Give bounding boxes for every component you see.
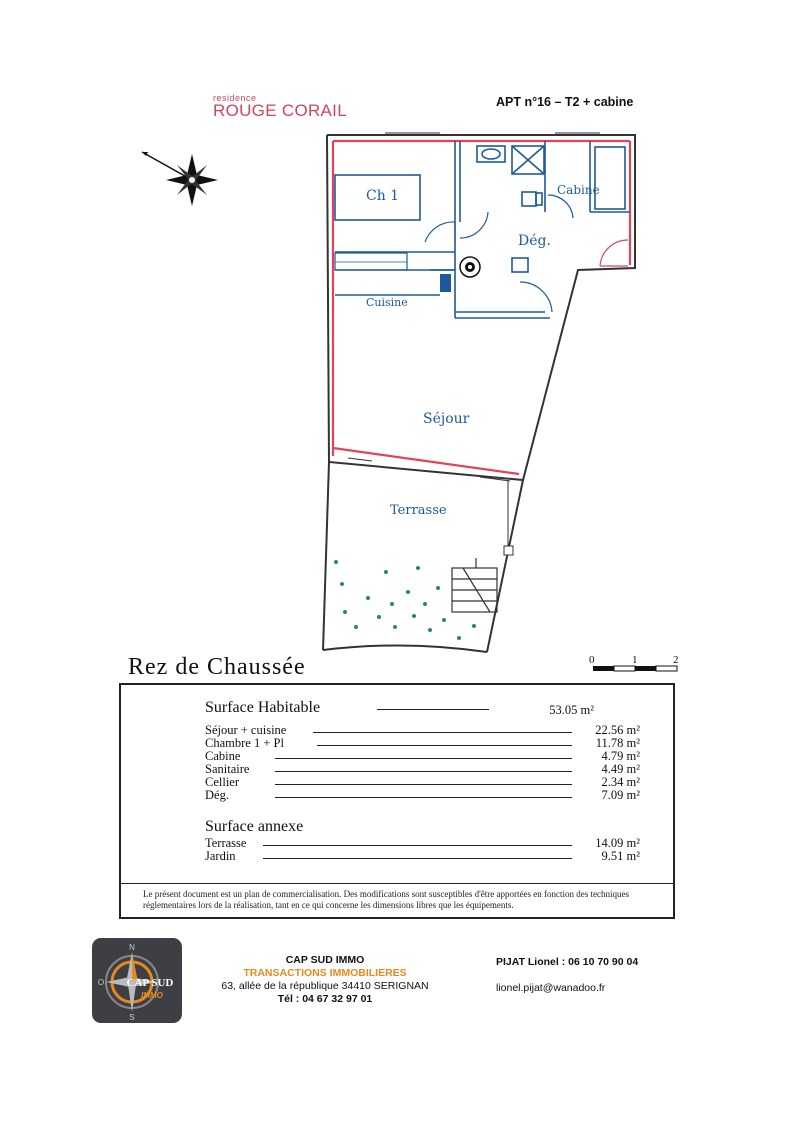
- row-leader: [275, 797, 572, 798]
- logo-text-1: CAP SUD: [126, 977, 174, 989]
- scale-label-0: 0: [589, 654, 595, 666]
- notice-divider: [121, 883, 673, 884]
- row-name: Terrasse: [205, 836, 247, 850]
- room-label-ch1: Ch 1: [366, 188, 400, 204]
- row-leader: [275, 784, 572, 785]
- boiler-icon: [460, 257, 480, 277]
- contact-person: PIJAT Lionel : 06 10 70 90 04: [496, 956, 639, 968]
- room-label-cabine: Cabine: [557, 183, 600, 197]
- garden-steps: [452, 558, 497, 612]
- level-title: Rez de Chaussée: [128, 654, 306, 680]
- contact-info: [496, 956, 638, 994]
- agency-address: 63, allée de la république 34410 SERIGNAN: [221, 980, 429, 992]
- annexe-title: Surface annexe: [205, 818, 304, 835]
- building-outline: [323, 135, 635, 652]
- row-name: Séjour + cuisine: [205, 723, 287, 737]
- row-name: Dég.: [205, 788, 229, 802]
- disclaimer-notice: Le présent document est un plan de commercialisation. Des modifications sont susceptibles d'être apportées en fonction des techniques réglementaires lors de la réalisation, tant en ce qui concerne les dimensions libres que les équipements.: [143, 889, 629, 910]
- row-leader: [317, 745, 572, 746]
- row-name: Cabine: [205, 749, 241, 763]
- agency-name: CAP SUD IMMO: [285, 954, 365, 966]
- habitable-total: 53.05 m²: [549, 703, 594, 717]
- residence-small-label: residence: [213, 93, 257, 103]
- row-leader: [263, 858, 572, 859]
- row-value: 11.78 m²: [595, 736, 640, 750]
- room-label-cuisine: Cuisine: [366, 296, 408, 309]
- habitable-title: Surface Habitable: [205, 699, 321, 716]
- scale-bar: [589, 654, 681, 678]
- table-row: [205, 849, 640, 863]
- logo-compass-o: O: [97, 978, 105, 987]
- table-row: [205, 762, 640, 776]
- table-row: [205, 736, 640, 750]
- north-arrow-icon: [142, 152, 218, 206]
- row-leader: [275, 771, 572, 772]
- table-row: [205, 788, 640, 802]
- row-leader: [263, 845, 572, 846]
- scale-graphic: [589, 654, 681, 678]
- logo-text-2: IMMO: [141, 991, 163, 1000]
- row-value: 2.34 m²: [601, 775, 640, 789]
- row-value: 14.09 m²: [595, 836, 640, 850]
- row-value: 9.51 m²: [601, 849, 640, 863]
- agency-info: [200, 954, 450, 1006]
- scale-label-1: 1: [632, 654, 638, 666]
- scale-label-2: 2: [673, 654, 679, 666]
- logo-compass-n: N: [129, 943, 135, 952]
- row-name: Cellier: [205, 775, 240, 789]
- compass-logo-icon: [92, 938, 182, 1023]
- kitchen-fittings: [335, 253, 451, 292]
- row-value: 7.09 m²: [601, 788, 640, 802]
- garden-plants: [334, 560, 476, 640]
- agency-phone: Tél : 04 67 32 97 01: [277, 993, 373, 1005]
- row-leader: [275, 758, 572, 759]
- row-name: Chambre 1 + Pl: [205, 736, 284, 750]
- room-label-sejour: Séjour: [423, 411, 470, 427]
- table-row: [205, 836, 640, 850]
- row-leader: [313, 732, 572, 733]
- residence-name: ROUGE CORAIL: [213, 101, 347, 120]
- interior-walls: [335, 141, 630, 318]
- terrace-gate: [504, 480, 513, 555]
- row-value: 4.49 m²: [601, 762, 640, 776]
- agency-subtitle: TRANSACTIONS IMMOBILIERES: [243, 967, 407, 979]
- surfaces-table: [119, 683, 675, 919]
- contact-email[interactable]: lionel.pijat@wanadoo.fr: [496, 982, 606, 994]
- agency-logo: [92, 938, 182, 1023]
- habitable-leader: [377, 709, 489, 710]
- logo-compass-s: S: [129, 1013, 135, 1022]
- row-value: 4.79 m²: [601, 749, 640, 763]
- apartment-title: APT n°16 – T2 + cabine: [496, 95, 634, 109]
- row-name: Jardin: [205, 849, 236, 863]
- room-label-terrasse: Terrasse: [390, 503, 447, 518]
- table-row: [205, 749, 640, 763]
- row-name: Sanitaire: [205, 762, 250, 776]
- table-row: [205, 775, 640, 789]
- room-label-deg: Dég.: [518, 233, 551, 249]
- row-value: 22.56 m²: [595, 723, 640, 737]
